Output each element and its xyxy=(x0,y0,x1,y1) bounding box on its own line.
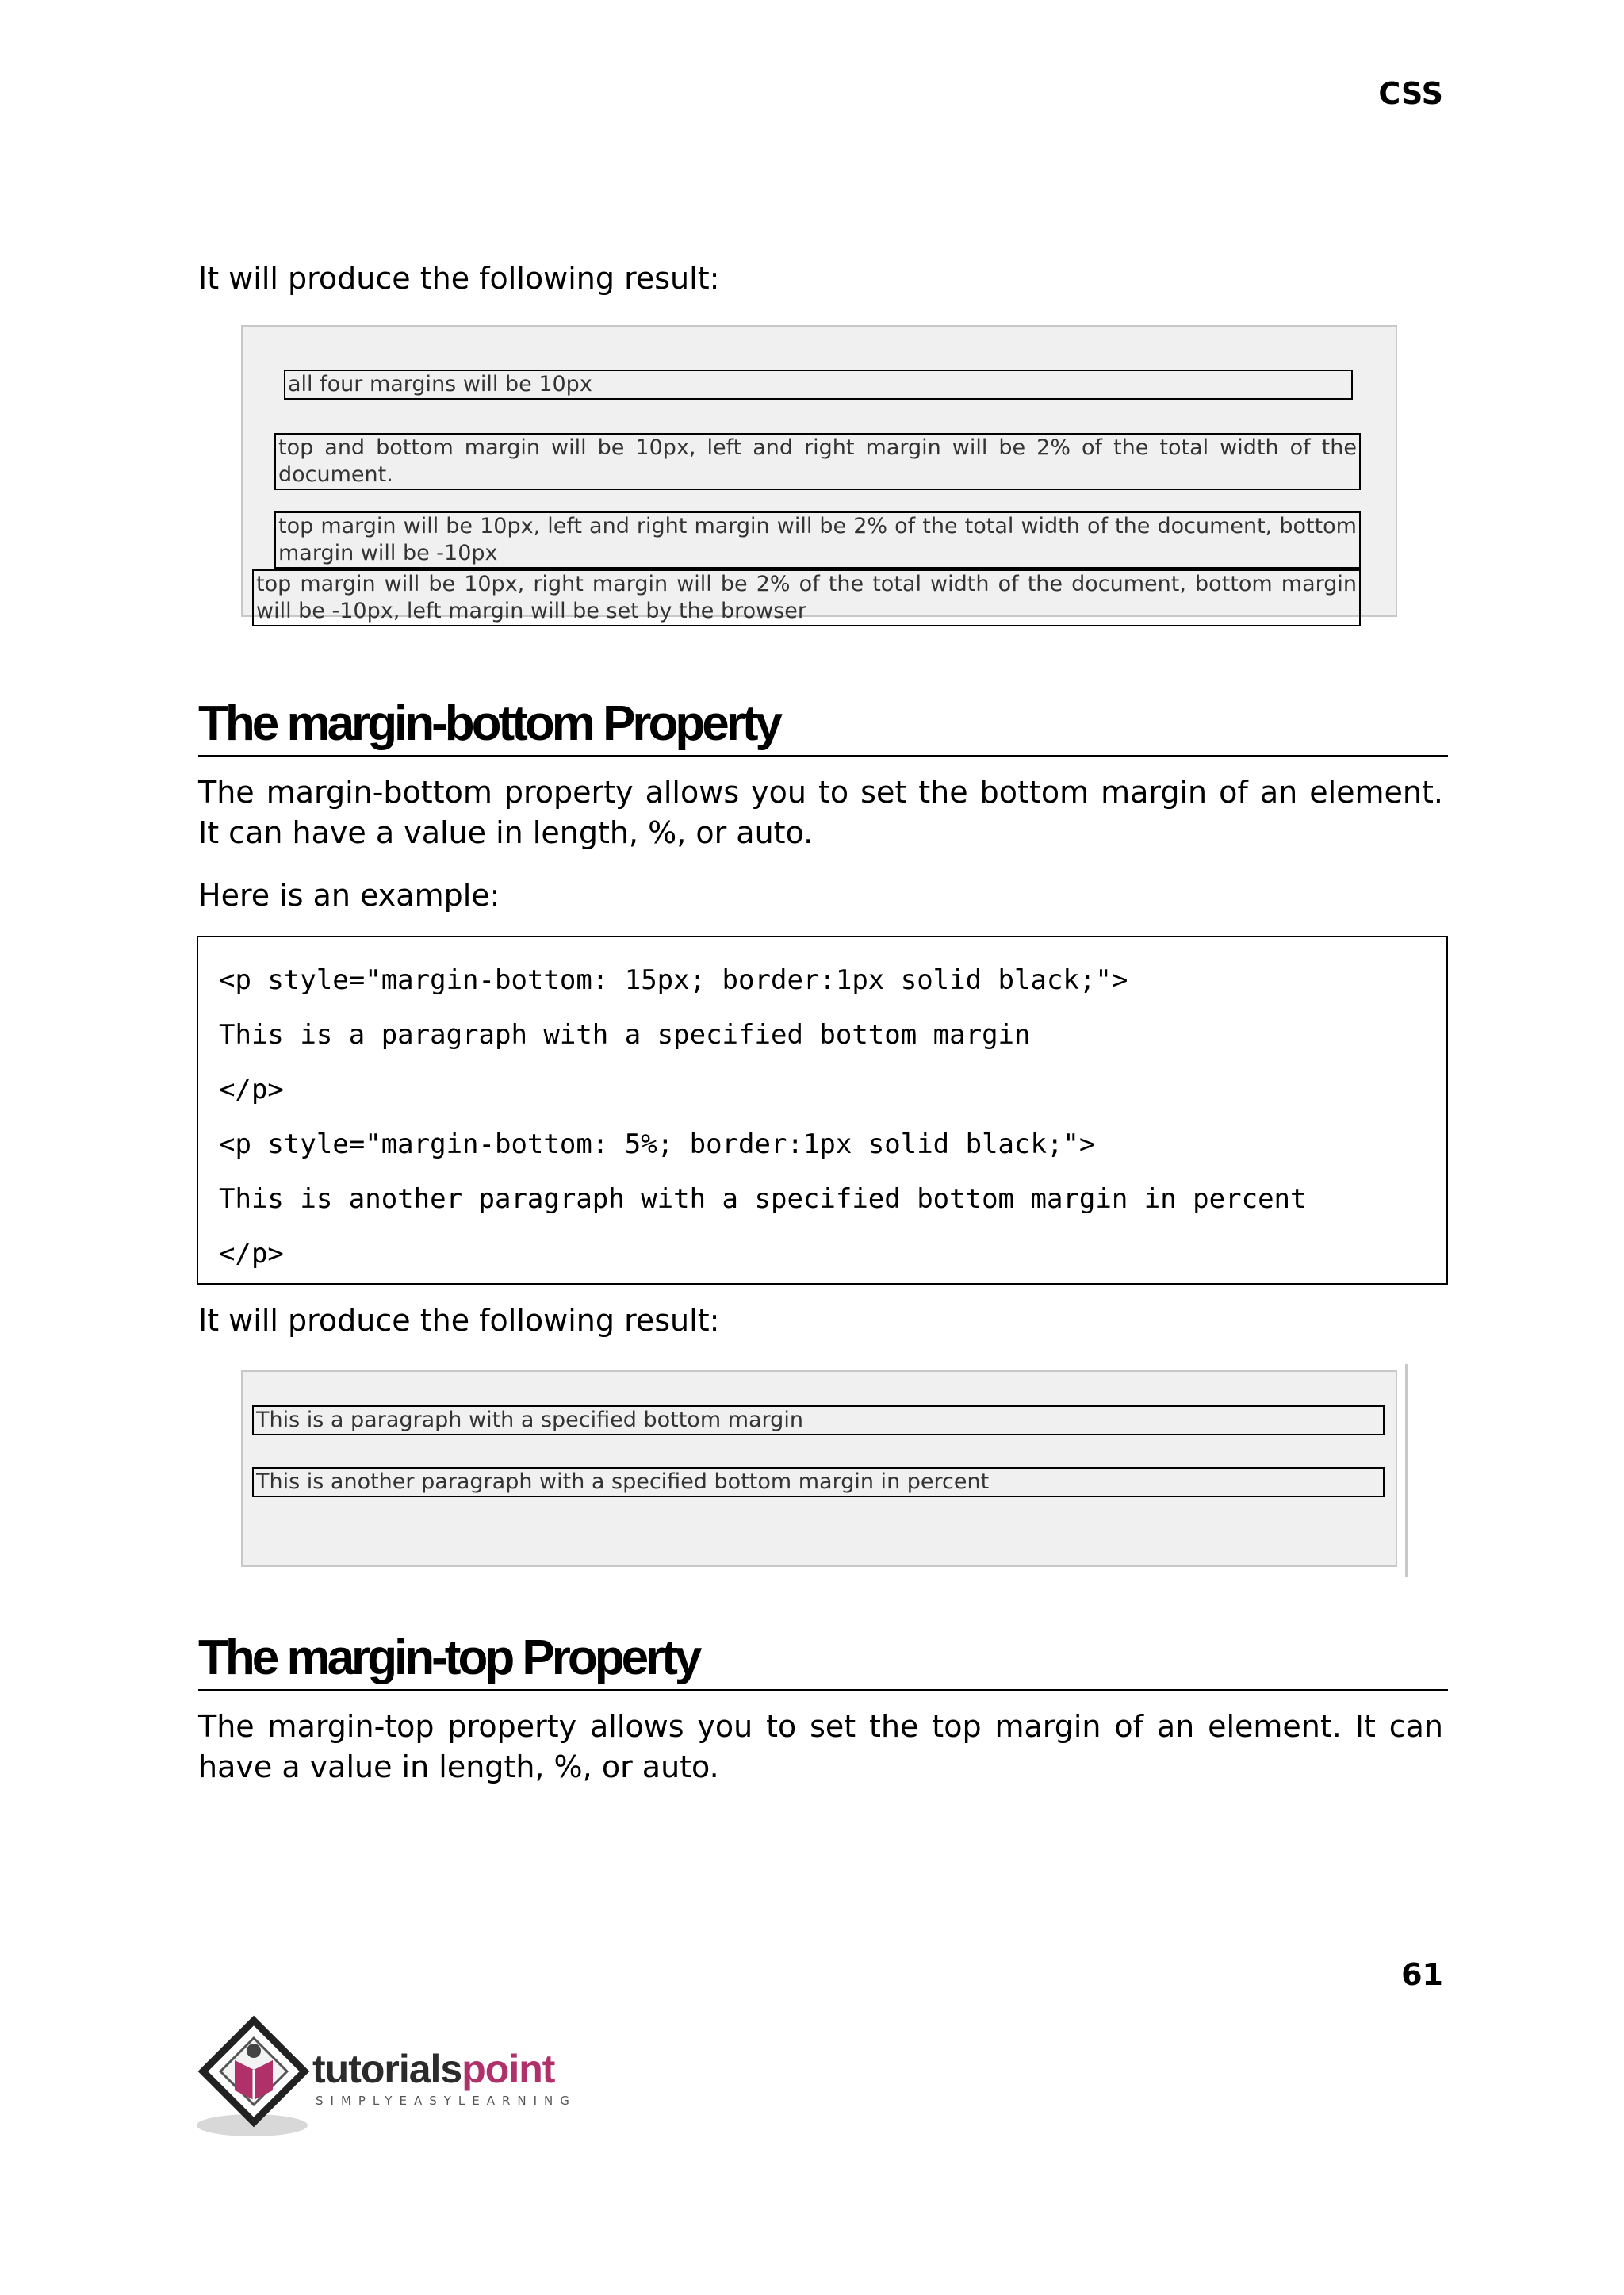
demo-paragraph: top margin will be 10px, left and right margin will be 2% of the total width of the document, bottom margin will be -10px xyxy=(274,511,1361,569)
result-intro-text: It will produce the following result: xyxy=(198,261,720,296)
demo-paragraph: all four margins will be 10px xyxy=(284,370,1353,400)
logo-text-accent: point xyxy=(462,2047,555,2091)
margin-top-description: The margin-top property allows you to set the top margin of an element. It can have a value in length, %, or auto. xyxy=(198,1709,1443,1784)
demo-paragraph: This is a paragraph with a specified bottom margin xyxy=(252,1405,1385,1435)
logo-mark-icon xyxy=(197,2014,316,2141)
code-line: </p> xyxy=(219,1074,284,1105)
code-line: This is another paragraph with a specified bottom margin in percent xyxy=(219,1183,1307,1215)
tutorialspoint-logo xyxy=(197,2014,609,2141)
logo-text-dark: tutorials xyxy=(312,2047,462,2091)
result-panel-divider xyxy=(1405,1364,1408,1577)
logo-tagline: SIMPLYEASYLEARNING xyxy=(316,2094,576,2108)
result-intro-text: It will produce the following result: xyxy=(198,1303,720,1338)
code-line: </p> xyxy=(219,1238,284,1270)
code-example xyxy=(197,936,1448,1285)
code-line: <p style="margin-bottom: 15px; border:1px solid black;"> xyxy=(219,964,1128,996)
running-header: CSS xyxy=(1378,76,1443,111)
section-heading-margin-bottom: The margin-bottom Property xyxy=(198,696,1448,757)
section-heading-margin-top: The margin-top Property xyxy=(198,1630,1448,1691)
margin-bottom-description: The margin-bottom property allows you to set the bottom margin of an element. It can have a value in length, %, or auto. xyxy=(198,775,1443,850)
demo-paragraph: top and bottom margin will be 10px, left and right margin will be 2% of the total width of the document. xyxy=(274,433,1361,490)
page-number: 61 xyxy=(1401,1957,1443,1992)
code-line: <p style="margin-bottom: 5%; border:1px solid black;"> xyxy=(219,1128,1096,1160)
example-label: Here is an example: xyxy=(198,878,500,913)
code-line: This is a paragraph with a specified bottom margin xyxy=(219,1019,1031,1051)
logo-wordmark xyxy=(312,2046,554,2092)
demo-paragraph: top margin will be 10px, right margin will be 2% of the total width of the document, bottom margin will be -10px, left margin will be set by the browser xyxy=(252,569,1361,626)
demo-paragraph: This is another paragraph with a specified bottom margin in percent xyxy=(252,1467,1385,1497)
